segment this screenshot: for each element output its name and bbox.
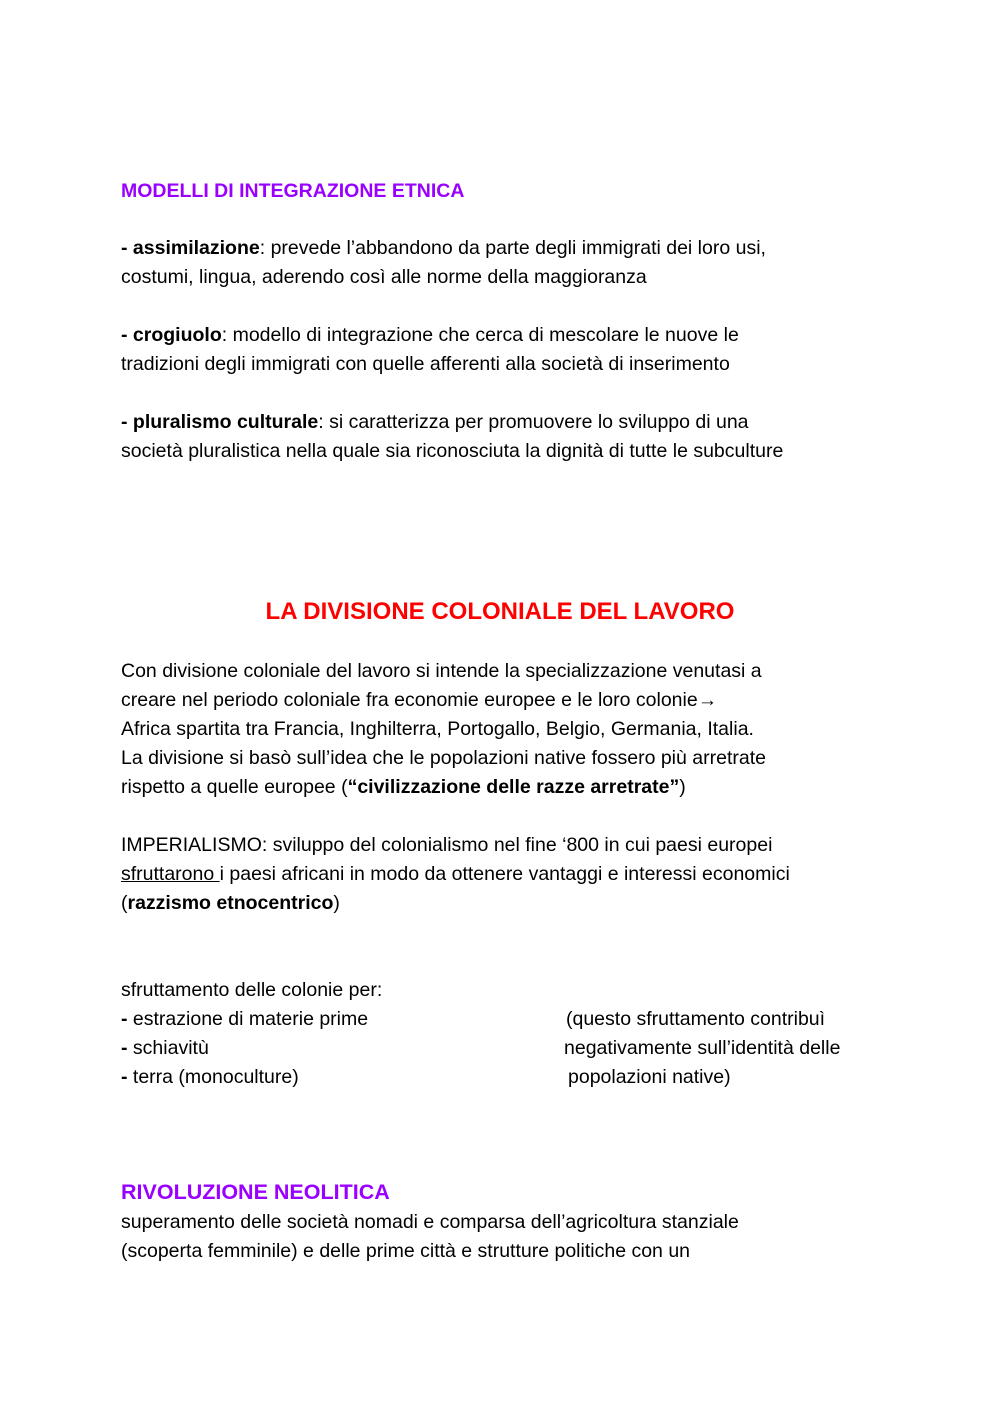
section-title-rivoluzione-neolitica: RIVOLUZIONE NEOLITICA	[121, 1180, 390, 1204]
civilizzazione-quote: “civilizzazione delle razze arretrate”	[347, 776, 680, 798]
para1-line-5-start: rispetto a quelle europee (	[121, 776, 348, 798]
assimilazione-text: : prevede l’abbandono da parte degli immigrati dei loro usi,	[259, 237, 766, 259]
para1-line-2: creare nel periodo coloniale fra economie europee e le loro colonie→	[121, 689, 718, 711]
assimilazione-line-2: costumi, lingua, aderendo così alle norme della maggioranza	[121, 266, 647, 288]
pluralismo-prefix: -	[121, 411, 133, 433]
para1-line-1: Con divisione coloniale del lavoro si intende la specializzazione venutasi a	[121, 660, 762, 682]
section-title-modelli: MODELLI DI INTEGRAZIONE ETNICA	[121, 180, 465, 202]
para1-line-5	[121, 773, 686, 802]
assimilazione-line-1	[121, 234, 766, 263]
exploitation-note-line-3: popolazioni native)	[568, 1066, 731, 1088]
para1-line-3: Africa spartita tra Francia, Inghilterra, Portogallo, Belgio, Germania, Italia.	[121, 718, 754, 740]
imperialismo-line-2	[121, 860, 790, 889]
pluralismo-term: pluralismo culturale	[132, 411, 319, 433]
list-dash: -	[121, 1066, 128, 1088]
neolitica-line-2: (scoperta femminile) e delle prime città e strutture politiche con un	[121, 1240, 691, 1262]
para1-line-4: La divisione si basò sull’idea che le popolazioni native fossero più arretrate	[121, 747, 766, 769]
para1-line-5-end: )	[679, 776, 686, 798]
exploitation-intro: sfruttamento delle colonie per:	[121, 979, 383, 1001]
crogiuolo-text: : modello di integrazione che cerca di mescolare le nuove le	[221, 324, 739, 346]
list-item	[121, 1034, 209, 1063]
section-title-divisione-coloniale: LA DIVISIONE COLONIALE DEL LAVORO	[265, 598, 735, 625]
imperialismo-line-3	[121, 889, 340, 918]
list-item	[121, 1063, 299, 1092]
crogiuolo-prefix: -	[121, 324, 133, 346]
crogiuolo-line-2: tradizioni degli immigrati con quelle afferenti alla società di inserimento	[121, 353, 730, 375]
exploitation-note-line-2: negativamente sull’identità delle	[564, 1037, 841, 1059]
pluralismo-line-2: società pluralistica nella quale sia riconosciuta la dignità di tutte le subculture	[121, 440, 784, 462]
crogiuolo-term: crogiuolo	[132, 324, 222, 346]
list-item	[121, 1005, 368, 1034]
exploitation-note-line-1: (questo sfruttamento contribuì	[566, 1008, 826, 1030]
imperialismo-line-3-end: )	[333, 892, 340, 914]
list-item-text: schiavitù	[127, 1037, 209, 1059]
list-dash: -	[121, 1008, 128, 1030]
pluralismo-text: : si caratterizza per promuovere lo sviluppo di una	[318, 411, 749, 433]
crogiuolo-line-1	[121, 321, 739, 350]
sfruttarono-underlined: sfruttarono	[121, 863, 220, 885]
assimilazione-prefix: -	[121, 237, 133, 259]
imperialismo-line-3-start: (	[121, 892, 128, 914]
list-item-text: estrazione di materie prime	[127, 1008, 369, 1030]
imperialismo-line-1: IMPERIALISMO: sviluppo del colonialismo nel fine ‘800 in cui paesi europei	[121, 834, 773, 856]
neolitica-line-1: superamento delle società nomadi e comparsa dell’agricoltura stanziale	[121, 1211, 739, 1233]
list-dash: -	[121, 1037, 128, 1059]
pluralismo-line-1	[121, 408, 749, 437]
assimilazione-term: assimilazione	[132, 237, 260, 259]
imperialismo-line-2-rest: i paesi africani in modo da ottenere vantaggi e interessi economici	[219, 863, 790, 885]
list-item-text: terra (monoculture)	[127, 1066, 299, 1088]
razzismo-etnocentrico: razzismo etnocentrico	[127, 892, 334, 914]
